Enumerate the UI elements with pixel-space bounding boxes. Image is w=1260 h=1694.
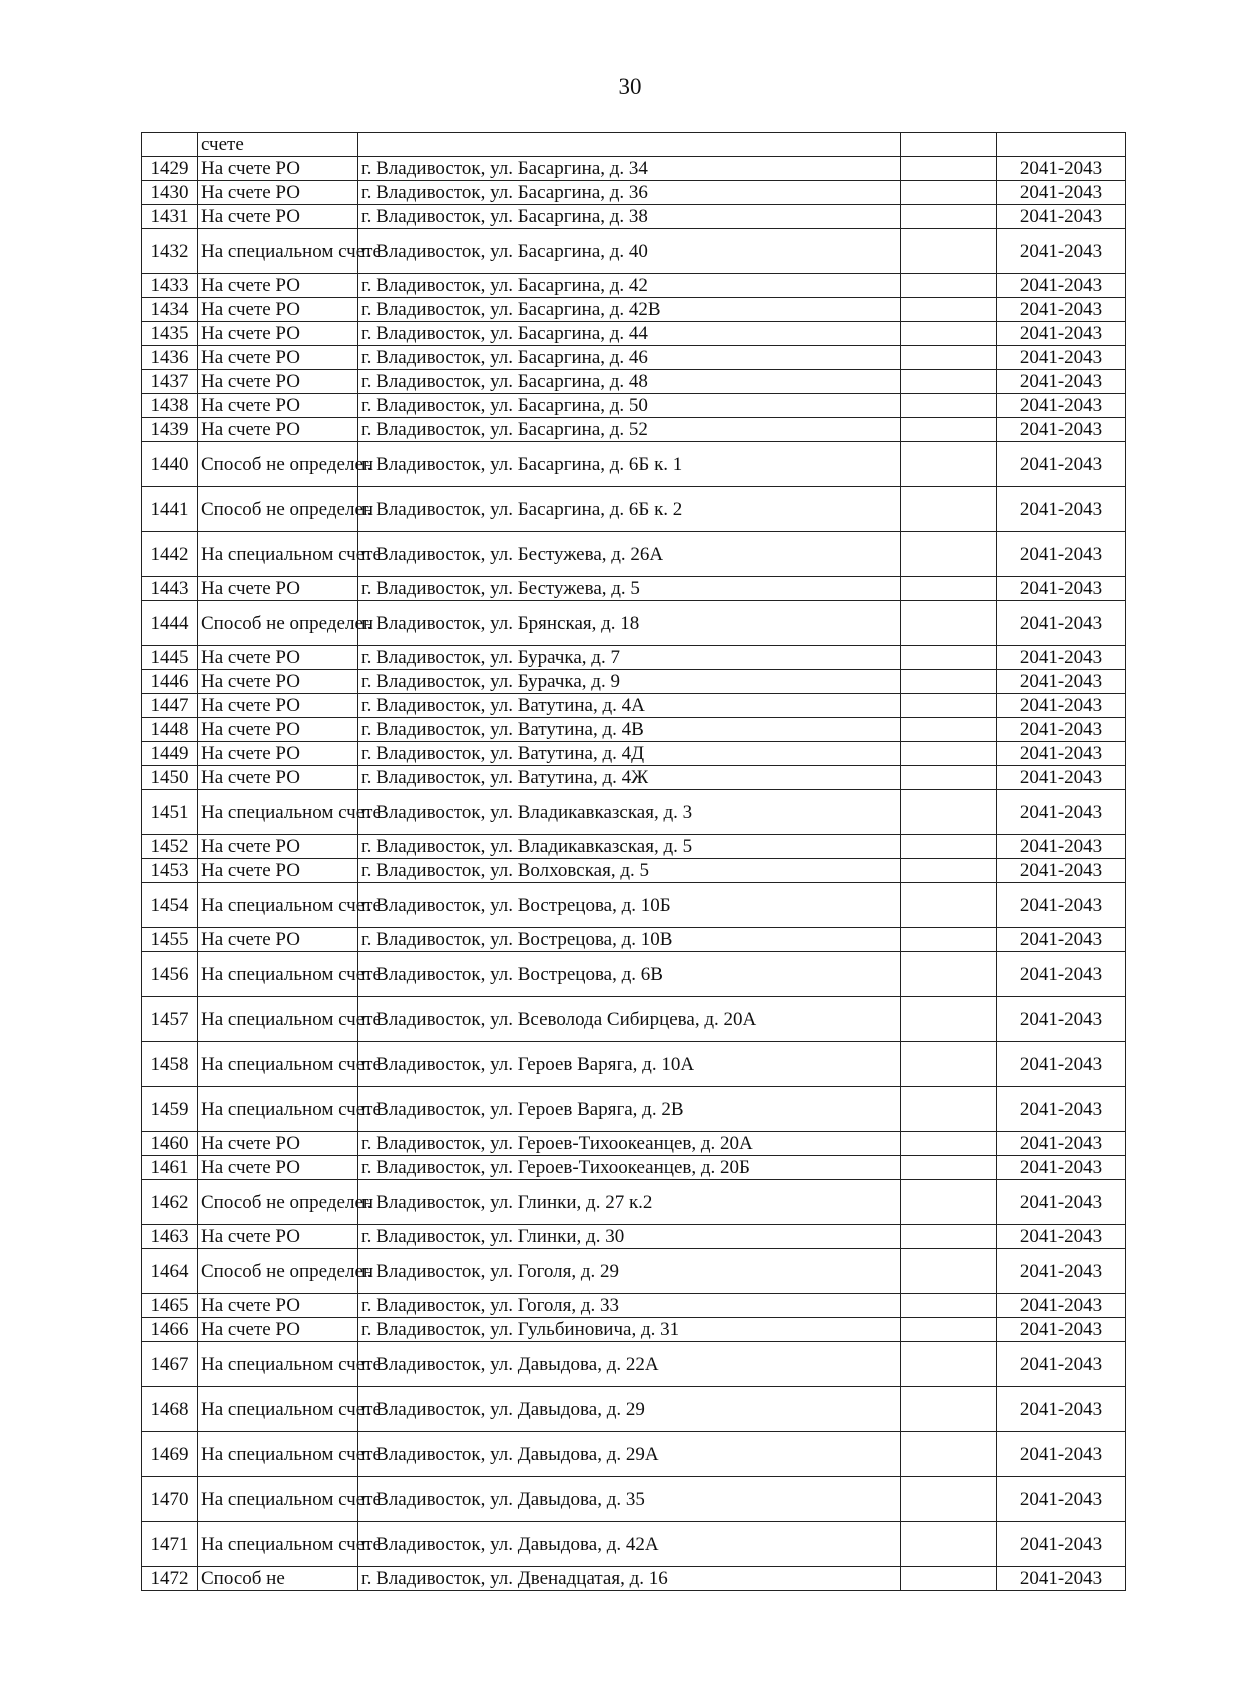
row-number: 1444 [142, 601, 198, 646]
row-period: 2041-2043 [997, 1042, 1126, 1087]
row-method: На счете РО [198, 577, 358, 601]
row-period: 2041-2043 [997, 1522, 1126, 1567]
continuation-row [142, 133, 1126, 157]
row-blank [901, 370, 997, 394]
row-blank [901, 1156, 997, 1180]
row-method: На специальном счете [198, 1342, 358, 1387]
row-method: На счете РО [198, 742, 358, 766]
row-method: Способ не определен [198, 1249, 358, 1294]
row-address: г. Владивосток, ул. Владикавказская, д. 3 [358, 790, 901, 835]
row-period: 2041-2043 [997, 670, 1126, 694]
table-row [142, 718, 1126, 742]
row-method: Способ не определен [198, 442, 358, 487]
row-number: 1466 [142, 1318, 198, 1342]
row-method: На специальном счете [198, 1432, 358, 1477]
row-method: На специальном счете [198, 1522, 358, 1567]
row-address: г. Владивосток, ул. Всеволода Сибирцева, д. 20А [358, 997, 901, 1042]
row-method: На специальном счете [198, 883, 358, 928]
row-number: 1432 [142, 229, 198, 274]
row-number: 1452 [142, 835, 198, 859]
row-period: 2041-2043 [997, 1087, 1126, 1132]
row-method: На счете РО [198, 1318, 358, 1342]
row-period: 2041-2043 [997, 532, 1126, 577]
row-blank [901, 646, 997, 670]
row-number: 1453 [142, 859, 198, 883]
row-period: 2041-2043 [997, 766, 1126, 790]
row-number: 1472 [142, 1567, 198, 1591]
row-blank [901, 601, 997, 646]
row-method: На счете РО [198, 322, 358, 346]
row-method: На счете РО [198, 766, 358, 790]
row-blank [901, 835, 997, 859]
table-row [142, 835, 1126, 859]
row-period: 2041-2043 [997, 1342, 1126, 1387]
row-number: 1433 [142, 274, 198, 298]
row-blank [901, 1387, 997, 1432]
row-address: г. Владивосток, ул. Басаргина, д. 48 [358, 370, 901, 394]
row-period: 2041-2043 [997, 1156, 1126, 1180]
row-method: На счете РО [198, 181, 358, 205]
row-number: 1429 [142, 157, 198, 181]
row-address: г. Владивосток, ул. Глинки, д. 27 к.2 [358, 1180, 901, 1225]
row-number: 1469 [142, 1432, 198, 1477]
row-blank [901, 274, 997, 298]
row-address: г. Владивосток, ул. Басаргина, д. 42В [358, 298, 901, 322]
row-method: На счете РО [198, 298, 358, 322]
row-number [142, 133, 198, 157]
table-row [142, 790, 1126, 835]
row-blank [901, 1249, 997, 1294]
row-number: 1450 [142, 766, 198, 790]
table-row [142, 370, 1126, 394]
row-period: 2041-2043 [997, 1387, 1126, 1432]
table-row [142, 274, 1126, 298]
row-method: На счете РО [198, 1294, 358, 1318]
row-number: 1455 [142, 928, 198, 952]
table-row [142, 928, 1126, 952]
table-row [142, 181, 1126, 205]
row-blank [901, 766, 997, 790]
row-address: г. Владивосток, ул. Брянская, д. 18 [358, 601, 901, 646]
row-blank [901, 1132, 997, 1156]
row-period: 2041-2043 [997, 487, 1126, 532]
row-address: г. Владивосток, ул. Басаргина, д. 46 [358, 346, 901, 370]
row-blank [901, 346, 997, 370]
row-blank [901, 997, 997, 1042]
row-number: 1435 [142, 322, 198, 346]
table-row [142, 952, 1126, 997]
row-period: 2041-2043 [997, 1477, 1126, 1522]
row-period: 2041-2043 [997, 181, 1126, 205]
row-method: На счете РО [198, 694, 358, 718]
table-row [142, 601, 1126, 646]
row-number: 1457 [142, 997, 198, 1042]
row-number: 1456 [142, 952, 198, 997]
row-method: На счете РО [198, 1225, 358, 1249]
row-period: 2041-2043 [997, 1318, 1126, 1342]
row-blank [901, 181, 997, 205]
row-period: 2041-2043 [997, 298, 1126, 322]
row-address: г. Владивосток, ул. Басаргина, д. 52 [358, 418, 901, 442]
row-blank [901, 952, 997, 997]
row-address: г. Владивосток, ул. Вострецова, д. 10Б [358, 883, 901, 928]
row-address: г. Владивосток, ул. Басаргина, д. 34 [358, 157, 901, 181]
row-method: На счете РО [198, 157, 358, 181]
row-number: 1459 [142, 1087, 198, 1132]
row-period: 2041-2043 [997, 1225, 1126, 1249]
table-row [142, 418, 1126, 442]
table-row [142, 766, 1126, 790]
row-blank [901, 442, 997, 487]
row-number: 1470 [142, 1477, 198, 1522]
row-number: 1439 [142, 418, 198, 442]
table-row [142, 1225, 1126, 1249]
row-blank [901, 859, 997, 883]
row-number: 1438 [142, 394, 198, 418]
row-number: 1443 [142, 577, 198, 601]
row-address: г. Владивосток, ул. Бурачка, д. 7 [358, 646, 901, 670]
row-address: г. Владивосток, ул. Героев Варяга, д. 10А [358, 1042, 901, 1087]
table-row [142, 577, 1126, 601]
row-address: г. Владивосток, ул. Волховская, д. 5 [358, 859, 901, 883]
row-period: 2041-2043 [997, 859, 1126, 883]
row-method: На специальном счете [198, 1387, 358, 1432]
row-blank [901, 1042, 997, 1087]
row-blank [901, 157, 997, 181]
row-blank [901, 718, 997, 742]
row-address: г. Владивосток, ул. Басаргина, д. 44 [358, 322, 901, 346]
row-blank [901, 532, 997, 577]
table-row [142, 1132, 1126, 1156]
table-row [142, 646, 1126, 670]
row-number: 1464 [142, 1249, 198, 1294]
row-address: г. Владивосток, ул. Вострецова, д. 6В [358, 952, 901, 997]
row-blank [901, 229, 997, 274]
row-number: 1451 [142, 790, 198, 835]
row-blank [901, 928, 997, 952]
row-method: На счете РО [198, 670, 358, 694]
table-row [142, 157, 1126, 181]
row-number: 1440 [142, 442, 198, 487]
table-row [142, 442, 1126, 487]
row-method: На счете РО [198, 928, 358, 952]
row-blank [901, 487, 997, 532]
registry-table-body [142, 133, 1126, 1591]
row-number: 1465 [142, 1294, 198, 1318]
row-period: 2041-2043 [997, 418, 1126, 442]
row-address: г. Владивосток, ул. Вострецова, д. 10В [358, 928, 901, 952]
row-period: 2041-2043 [997, 997, 1126, 1042]
row-number: 1446 [142, 670, 198, 694]
row-period: 2041-2043 [997, 577, 1126, 601]
row-blank [901, 790, 997, 835]
row-address: г. Владивосток, ул. Бестужева, д. 5 [358, 577, 901, 601]
row-number: 1442 [142, 532, 198, 577]
row-period: 2041-2043 [997, 157, 1126, 181]
row-address: г. Владивосток, ул. Гоголя, д. 29 [358, 1249, 901, 1294]
row-period: 2041-2043 [997, 346, 1126, 370]
page-number: 30 [618, 74, 642, 99]
row-blank [901, 1432, 997, 1477]
table-row [142, 742, 1126, 766]
row-address: г. Владивосток, ул. Бестужева, д. 26А [358, 532, 901, 577]
row-period: 2041-2043 [997, 835, 1126, 859]
row-number: 1449 [142, 742, 198, 766]
row-method: На счете РО [198, 418, 358, 442]
table-row [142, 997, 1126, 1042]
row-period: 2041-2043 [997, 883, 1126, 928]
row-blank [901, 883, 997, 928]
row-method: Способ не определен [198, 601, 358, 646]
row-address: г. Владивосток, ул. Басаргина, д. 42 [358, 274, 901, 298]
row-address: г. Владивосток, ул. Давыдова, д. 35 [358, 1477, 901, 1522]
row-address: г. Владивосток, ул. Героев-Тихоокеанцев, д. 20А [358, 1132, 901, 1156]
row-period: 2041-2043 [997, 1249, 1126, 1294]
table-row [142, 1342, 1126, 1387]
row-period: 2041-2043 [997, 442, 1126, 487]
row-address: г. Владивосток, ул. Басаргина, д. 36 [358, 181, 901, 205]
row-method: На счете РО [198, 274, 358, 298]
table-row [142, 532, 1126, 577]
row-address: г. Владивосток, ул. Гульбиновича, д. 31 [358, 1318, 901, 1342]
table-row [142, 859, 1126, 883]
row-method: На специальном счете [198, 997, 358, 1042]
table-row [142, 1180, 1126, 1225]
row-method: На счете РО [198, 859, 358, 883]
table-row [142, 1477, 1126, 1522]
row-blank [901, 1522, 997, 1567]
row-blank [901, 670, 997, 694]
row-address: г. Владивосток, ул. Глинки, д. 30 [358, 1225, 901, 1249]
row-method: Способ не [198, 1567, 358, 1591]
row-method: На счете РО [198, 346, 358, 370]
row-period: 2041-2043 [997, 928, 1126, 952]
row-blank [901, 694, 997, 718]
row-method: На счете РО [198, 718, 358, 742]
row-period: 2041-2043 [997, 322, 1126, 346]
row-method: На специальном счете [198, 952, 358, 997]
row-period: 2041-2043 [997, 1567, 1126, 1591]
table-row [142, 229, 1126, 274]
row-number: 1461 [142, 1156, 198, 1180]
row-number: 1458 [142, 1042, 198, 1087]
row-method: На специальном счете [198, 1042, 358, 1087]
row-blank [901, 322, 997, 346]
table-row [142, 205, 1126, 229]
table-row [142, 298, 1126, 322]
row-address: г. Владивосток, ул. Басаргина, д. 38 [358, 205, 901, 229]
row-blank [901, 1318, 997, 1342]
row-period: 2041-2043 [997, 1132, 1126, 1156]
row-method: На специальном счете [198, 1087, 358, 1132]
row-period: 2041-2043 [997, 274, 1126, 298]
row-period: 2041-2043 [997, 952, 1126, 997]
row-period: 2041-2043 [997, 205, 1126, 229]
row-blank [901, 1567, 997, 1591]
table-row [142, 883, 1126, 928]
row-method: На специальном счете [198, 1477, 358, 1522]
row-number: 1467 [142, 1342, 198, 1387]
row-period: 2041-2043 [997, 1432, 1126, 1477]
table-row [142, 1249, 1126, 1294]
table-row [142, 394, 1126, 418]
row-address: г. Владивосток, ул. Героев-Тихоокеанцев, д. 20Б [358, 1156, 901, 1180]
row-address: г. Владивосток, ул. Ватутина, д. 4Д [358, 742, 901, 766]
table-row [142, 1318, 1126, 1342]
row-method: На специальном счете [198, 790, 358, 835]
row-number: 1445 [142, 646, 198, 670]
row-period [997, 133, 1126, 157]
row-blank [901, 1294, 997, 1318]
row-blank [901, 1477, 997, 1522]
table-row [142, 1387, 1126, 1432]
row-blank [901, 418, 997, 442]
row-method: На счете РО [198, 394, 358, 418]
row-address: г. Владивосток, ул. Басаргина, д. 6Б к. 2 [358, 487, 901, 532]
row-address: г. Владивосток, ул. Ватутина, д. 4А [358, 694, 901, 718]
row-method: Способ не определен [198, 1180, 358, 1225]
row-period: 2041-2043 [997, 1294, 1126, 1318]
row-address: г. Владивосток, ул. Давыдова, д. 42А [358, 1522, 901, 1567]
row-number: 1454 [142, 883, 198, 928]
row-number: 1460 [142, 1132, 198, 1156]
row-address: г. Владивосток, ул. Басаргина, д. 6Б к. 1 [358, 442, 901, 487]
table-row [142, 1567, 1126, 1591]
table-row [142, 670, 1126, 694]
row-number: 1431 [142, 205, 198, 229]
row-period: 2041-2043 [997, 694, 1126, 718]
row-method: На счете РО [198, 835, 358, 859]
row-period: 2041-2043 [997, 1180, 1126, 1225]
row-method: На счете РО [198, 1132, 358, 1156]
row-address [358, 133, 901, 157]
row-address: г. Владивосток, ул. Басаргина, д. 50 [358, 394, 901, 418]
row-method: На специальном счете [198, 532, 358, 577]
row-method: На счете РО [198, 646, 358, 670]
table-row [142, 1042, 1126, 1087]
row-address: г. Владивосток, ул. Бурачка, д. 9 [358, 670, 901, 694]
row-period: 2041-2043 [997, 718, 1126, 742]
row-address: г. Владивосток, ул. Героев Варяга, д. 2В [358, 1087, 901, 1132]
row-period: 2041-2043 [997, 394, 1126, 418]
row-method: На специальном счете [198, 229, 358, 274]
row-blank [901, 1225, 997, 1249]
table-row [142, 1432, 1126, 1477]
row-period: 2041-2043 [997, 229, 1126, 274]
row-number: 1434 [142, 298, 198, 322]
table-row [142, 487, 1126, 532]
row-number: 1463 [142, 1225, 198, 1249]
row-address: г. Владивосток, ул. Басаргина, д. 40 [358, 229, 901, 274]
table-row [142, 346, 1126, 370]
table-row [142, 322, 1126, 346]
row-period: 2041-2043 [997, 742, 1126, 766]
row-address: г. Владивосток, ул. Ватутина, д. 4В [358, 718, 901, 742]
row-blank [901, 394, 997, 418]
row-number: 1471 [142, 1522, 198, 1567]
row-method: Способ не определен [198, 487, 358, 532]
row-blank [901, 1087, 997, 1132]
row-blank [901, 205, 997, 229]
row-number: 1437 [142, 370, 198, 394]
row-number: 1468 [142, 1387, 198, 1432]
row-method: На счете РО [198, 370, 358, 394]
table-row [142, 1522, 1126, 1567]
row-address: г. Владивосток, ул. Давыдова, д. 29А [358, 1432, 901, 1477]
continuation-method: счете [198, 133, 358, 157]
row-address: г. Владивосток, ул. Давыдова, д. 29 [358, 1387, 901, 1432]
table-row [142, 1294, 1126, 1318]
table-row [142, 1156, 1126, 1180]
row-address: г. Владивосток, ул. Двенадцатая, д. 16 [358, 1567, 901, 1591]
row-blank [901, 577, 997, 601]
row-number: 1441 [142, 487, 198, 532]
row-period: 2041-2043 [997, 646, 1126, 670]
row-number: 1462 [142, 1180, 198, 1225]
row-method: На счете РО [198, 1156, 358, 1180]
row-blank [901, 1180, 997, 1225]
row-blank [901, 742, 997, 766]
registry-table [141, 132, 1126, 1591]
row-address: г. Владивосток, ул. Давыдова, д. 22А [358, 1342, 901, 1387]
row-address: г. Владивосток, ул. Ватутина, д. 4Ж [358, 766, 901, 790]
row-period: 2041-2043 [997, 790, 1126, 835]
row-number: 1436 [142, 346, 198, 370]
table-row [142, 1087, 1126, 1132]
row-period: 2041-2043 [997, 370, 1126, 394]
row-number: 1430 [142, 181, 198, 205]
row-period: 2041-2043 [997, 601, 1126, 646]
row-method: На счете РО [198, 205, 358, 229]
row-number: 1447 [142, 694, 198, 718]
row-blank [901, 133, 997, 157]
table-row [142, 694, 1126, 718]
row-address: г. Владивосток, ул. Гоголя, д. 33 [358, 1294, 901, 1318]
row-address: г. Владивосток, ул. Владикавказская, д. 5 [358, 835, 901, 859]
row-blank [901, 298, 997, 322]
row-blank [901, 1342, 997, 1387]
row-number: 1448 [142, 718, 198, 742]
